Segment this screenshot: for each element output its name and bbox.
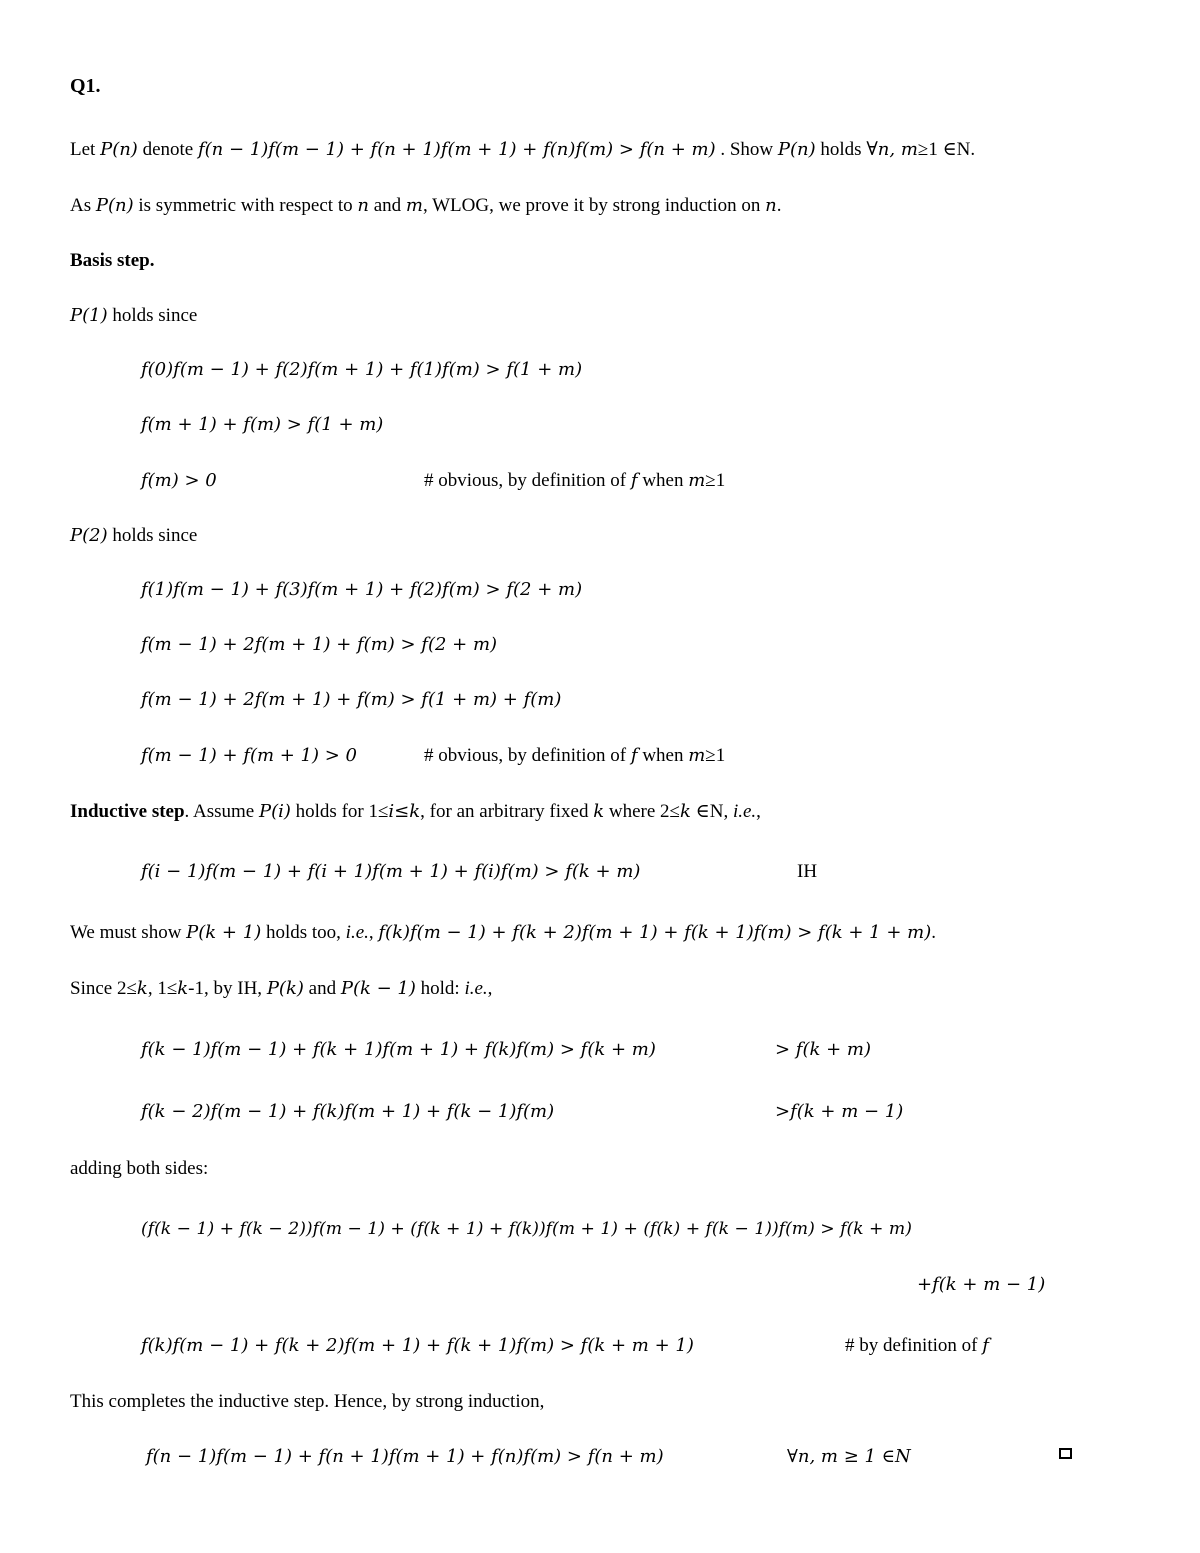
show-formula: f(k)f(m − 1) + f(k + 2)f(m + 1) + f(k + 1)f(m) > f(k + 1 + m) [378, 922, 932, 943]
sym-as: As [70, 195, 92, 216]
show-pk1: P(k + 1) [186, 922, 262, 943]
show-t1: We must show [70, 922, 182, 943]
adding-comment-f: f [982, 1335, 989, 1356]
sym-n: n [357, 195, 369, 216]
ind-pi: P(i) [258, 801, 291, 822]
sym-n2: n [765, 195, 777, 216]
p2-eq-3: f(m − 1) + 2f(m + 1) + f(m) > f(1 + m) + f(m) [141, 689, 562, 710]
p1-comment [424, 469, 725, 493]
show-t2: holds too, [265, 922, 341, 943]
heading: Q1. [70, 75, 101, 97]
p1-comment-range: ≥1 [705, 470, 726, 491]
show-end: . [931, 922, 936, 943]
symmetry-line [70, 194, 781, 218]
p2-eq-1: f(1)f(m − 1) + f(3)f(m + 1) + f(2)f(m) > f(2 + m) [141, 579, 583, 600]
ind-t4: where 2≤ [608, 801, 680, 822]
ih-formula: f(i − 1)f(m − 1) + f(i + 1)f(m + 1) + f(i)f(m) > f(k + m) [141, 861, 641, 882]
basis-title: Basis step. [70, 250, 155, 271]
ih-label: IH [797, 861, 818, 882]
since-t3: -1, by IH, [188, 978, 263, 999]
adding-eq-2: f(k)f(m − 1) + f(k + 2)f(m + 1) + f(k + 1)f(m) > f(k + m + 1) [141, 1335, 694, 1356]
p1-text: holds since [112, 305, 198, 326]
conclusion-text: This completes the inductive step. Hence, by strong induction, [70, 1391, 545, 1412]
p2-label: P(2) [70, 525, 108, 546]
since-t1: Since 2≤ [70, 978, 137, 999]
ind-t1: . Assume [184, 801, 255, 822]
qed-box-icon [1059, 1448, 1072, 1459]
since-eq-2-rhs: >f(k + m − 1) [775, 1101, 904, 1122]
since-t5: , [487, 978, 493, 999]
p1-comment-text: # obvious, by definition of [424, 470, 627, 491]
sym-pn: P(n) [95, 195, 134, 216]
intro-line [70, 138, 975, 162]
sym-t1: is symmetric with respect to [138, 195, 353, 216]
intro-range: ≥1 ∈N. [917, 139, 976, 160]
ind-ie: i.e. [732, 801, 757, 822]
intro-dot: . Show [720, 139, 774, 160]
p1-comment-when: when [642, 470, 684, 491]
since-pkm1: P(k − 1) [340, 978, 416, 999]
p1-label: P(1) [70, 305, 108, 326]
p2-line [70, 524, 197, 548]
intro-pn2: P(n) [777, 139, 816, 160]
ind-k2: k [679, 801, 691, 822]
inductive-title: Inductive step [70, 801, 185, 822]
ind-t2: holds for 1≤ [295, 801, 389, 822]
p2-comment [424, 744, 725, 768]
adding-eq-1-cont: +f(k + m − 1) [917, 1274, 1046, 1295]
since-line [70, 977, 492, 1001]
p1-eq-2: f(m + 1) + f(m) > f(1 + m) [141, 414, 384, 435]
p2-eq-2: f(m − 1) + 2f(m + 1) + f(m) > f(2 + m) [141, 634, 498, 655]
p1-comment-m: m [688, 470, 706, 491]
ind-t6: , [756, 801, 761, 822]
p1-line [70, 304, 197, 328]
ind-k: k [593, 801, 605, 822]
since-pk: P(k) [266, 978, 304, 999]
conclusion-quant: ∀n, m ≥ 1 ∈N [787, 1446, 911, 1467]
since-k1: k [177, 978, 189, 999]
inductive-line [70, 800, 761, 824]
intro-vars: n, m [877, 139, 918, 160]
show-ie: i.e. [345, 922, 369, 943]
p2-comment-when: when [642, 745, 684, 766]
adding-comment [845, 1334, 989, 1358]
ind-ik: i≤k [388, 801, 421, 822]
sym-t2: , WLOG, we prove it by strong induction on [422, 195, 761, 216]
since-k: k [136, 978, 148, 999]
p1-eq-1: f(0)f(m − 1) + f(2)f(m + 1) + f(1)f(m) > f(1 + m) [141, 359, 583, 380]
adding-eq-1: (f(k − 1) + f(k − 2))f(m − 1) + (f(k + 1) + f(k))f(m + 1) + (f(k) + f(k − 1))f(m) > f(k + m) [141, 1219, 912, 1239]
ind-t3: , for an arbitrary fixed [420, 801, 589, 822]
ind-t5: ∈N, [695, 801, 729, 822]
p1-eq-3: f(m) > 0 [141, 470, 217, 491]
p2-comment-f: f [630, 745, 638, 766]
sym-and: and [373, 195, 402, 216]
intro-let: Let [70, 139, 96, 160]
since-eq-1-rhs: > f(k + m) [775, 1039, 872, 1060]
since-ie: i.e. [464, 978, 488, 999]
since-eq-1: f(k − 1)f(m − 1) + f(k + 1)f(m + 1) + f(k)f(m) > f(k + m) [141, 1039, 656, 1060]
show-line [70, 921, 936, 945]
conclusion-formula: f(n − 1)f(m − 1) + f(n + 1)f(m + 1) + f(n)f(m) > f(n + m) [146, 1446, 664, 1467]
adding-text: adding both sides: [70, 1158, 209, 1179]
intro-formula: f(n − 1)f(m − 1) + f(n + 1)f(m + 1) + f(n)f(m) > f(n + m) [197, 139, 716, 160]
p2-eq-4: f(m − 1) + f(m + 1) > 0 [141, 745, 358, 766]
p2-comment-range: ≥1 [705, 745, 726, 766]
intro-denote: denote [142, 139, 194, 160]
p2-comment-text: # obvious, by definition of [424, 745, 627, 766]
p2-text: holds since [112, 525, 198, 546]
p2-comment-m: m [688, 745, 706, 766]
since-t2: , 1≤ [147, 978, 178, 999]
sym-m: m [405, 195, 423, 216]
since-and: and [308, 978, 337, 999]
intro-pn: P(n) [100, 139, 138, 160]
since-eq-2: f(k − 2)f(m − 1) + f(k)f(m + 1) + f(k − 1)f(m) [141, 1101, 555, 1122]
since-t4: hold: [420, 978, 460, 999]
sym-end: . [776, 195, 782, 216]
intro-holds: holds ∀ [820, 139, 878, 160]
show-t3: , [368, 922, 374, 943]
p1-comment-f: f [630, 470, 638, 491]
adding-comment-text: # by definition of [845, 1335, 978, 1356]
